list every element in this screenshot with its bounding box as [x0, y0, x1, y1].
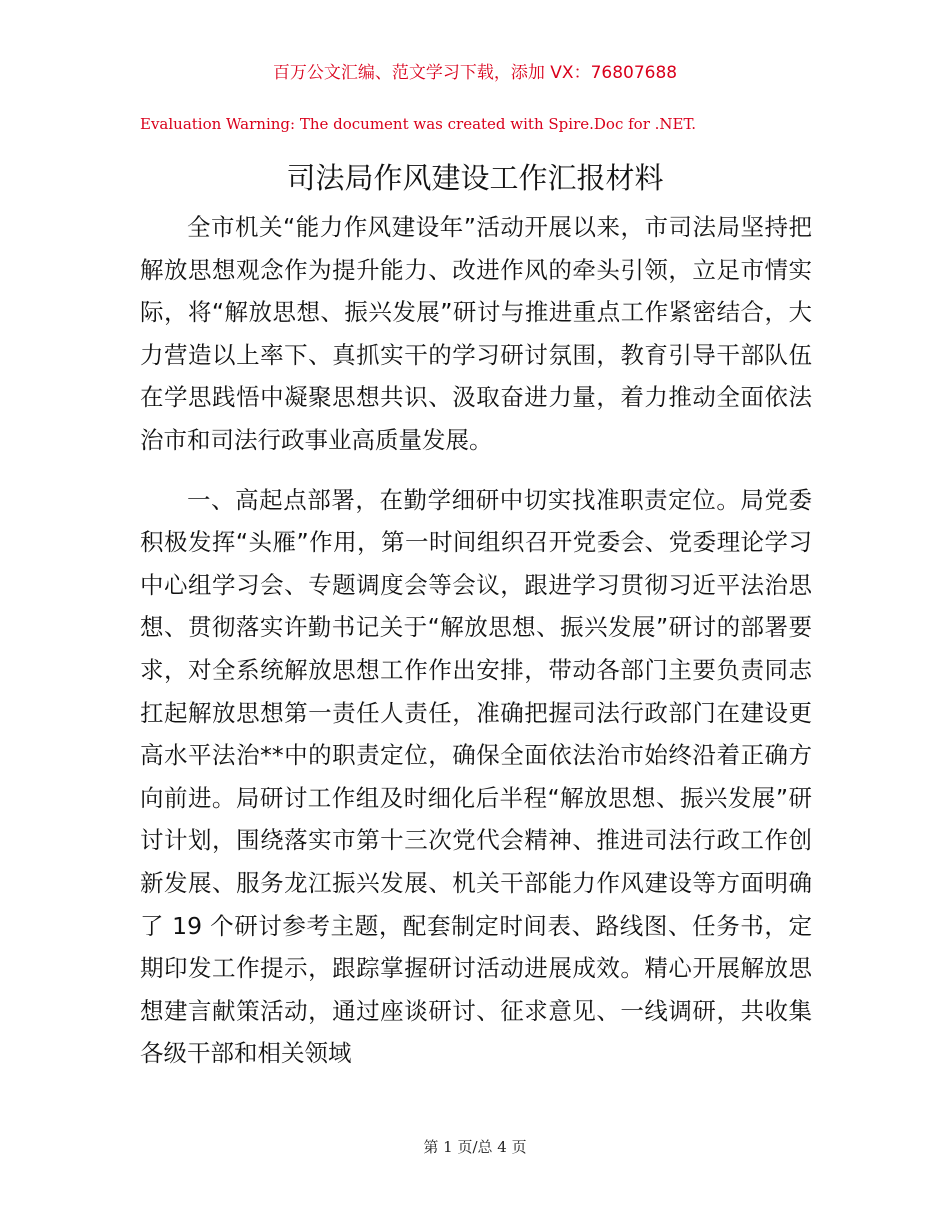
document-title: 司法局作风建设工作汇报材料	[286, 161, 664, 195]
paragraph-section-one: 一、高起点部署，在勤学细研中切实找准职责定位。局党委积极发挥“头雁”作用，第一时间组织召开党委会、党委理论学习中心组学习会、专题调度会等会议，跟进学习贯彻习近平法治思想、贯彻落实许勤书记关于“解放思想、振兴发展”研讨的部署要求，对全系统解放思想工作作出安排，带动各部门主要负责同志扛起解放思想第一责任人责任，准确把握司法行政部门在建设更高水平法治**中的职责定位，确保全面依法治市始终沿着正确方向前进。局研讨工作组及时细化后半程“解放思想、振兴发展”研讨计划，围绕落实市第十三次党代会精神、推进司法行政工作创新发展、服务龙江振兴发展、机关干部能力作风建设等方面明确了 19 个研讨参考主题，配套制定时间表、路线图、任务书，定期印发工作提示，跟踪掌握研讨活动进展成效。精心开展解放思想建言献策活动，通过座谈研讨、征求意见、一线调研，共收集各级干部和相关领域	[140, 485, 812, 1068]
document-body	[140, 206, 812, 1075]
header-banner: 百万公文汇编、范文学习下载，添加 VX：76807688	[272, 63, 678, 83]
paragraph-intro: 全市机关“能力作风建设年”活动开展以来，市司法局坚持把解放思想观念作为提升能力、改进作风的牵头引领，立足市情实际，将“解放思想、振兴发展”研讨与推进重点工作紧密结合，大力营造以上率下、真抓实干的学习研讨氛围，教育引导干部队伍在学思践悟中凝聚思想共识、汲取奋进力量，着力推动全面依法治市和司法行政事业高质量发展。	[140, 213, 812, 454]
evaluation-warning: Evaluation Warning: The document was created with Spire.Doc for .NET.	[140, 115, 697, 133]
page-indicator: 第 1 页/总 4 页	[423, 1138, 527, 1156]
